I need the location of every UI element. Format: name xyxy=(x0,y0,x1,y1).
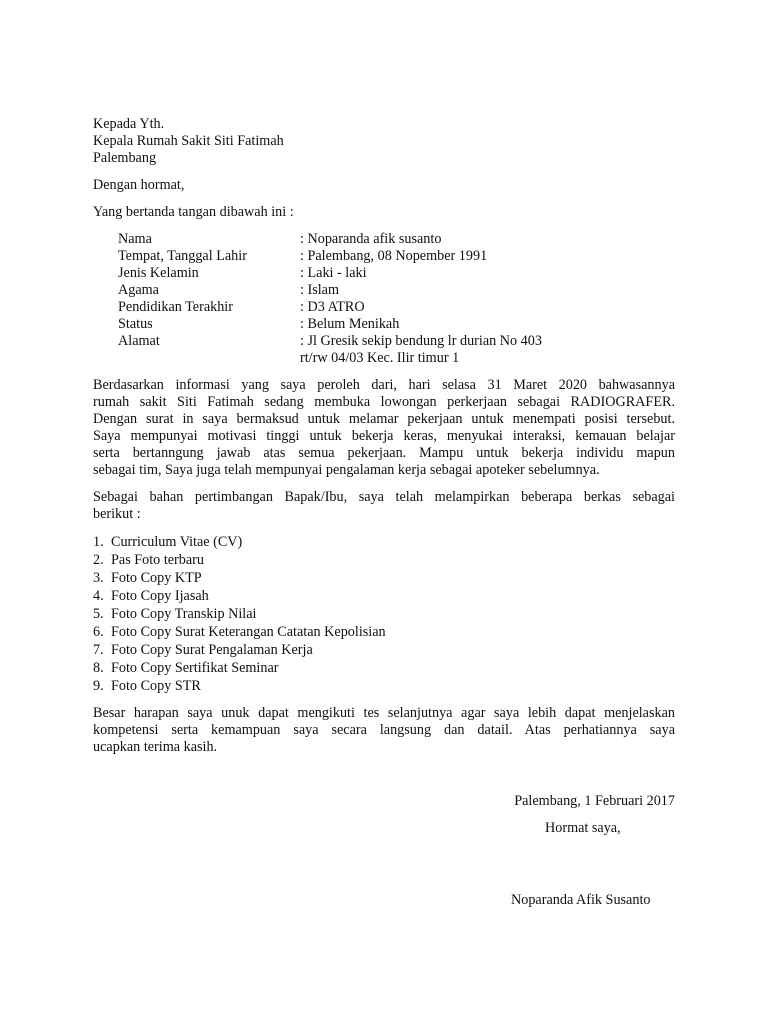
biodata-row xyxy=(118,299,675,316)
biodata-row xyxy=(118,333,675,350)
biodata-label: Pendidikan Terakhir xyxy=(118,299,233,315)
paragraph-line: ucapkan terima kasih. xyxy=(93,739,218,755)
recipient-block xyxy=(93,116,675,167)
biodata-label: Jenis Kelamin xyxy=(118,265,199,281)
attachment-item xyxy=(93,605,675,623)
recipient-line: Kepala Rumah Sakit Siti Fatimah xyxy=(93,133,284,149)
biodata-row xyxy=(118,282,675,299)
biodata-value: : Laki - laki xyxy=(300,265,367,281)
address-continuation: rt/rw 04/03 Kec. Ilir timur 1 xyxy=(300,350,460,366)
biodata-row xyxy=(118,231,675,248)
attachment-item xyxy=(93,659,675,677)
biodata-row xyxy=(118,316,675,333)
biodata-value: : Belum Menikah xyxy=(300,316,400,332)
list-number: 6. xyxy=(93,624,104,640)
paragraph-line: sebagai tim, Saya juga telah mempunyai pengalaman kerja sebagai apoteker sebelumnya. xyxy=(93,462,600,478)
list-number: 5. xyxy=(93,606,104,622)
attachment-item xyxy=(93,587,675,605)
intro-text: Yang bertanda tangan dibawah ini : xyxy=(93,204,294,220)
recipient-line: Kepada Yth. xyxy=(93,116,165,132)
paragraph-line: Saya mempunyai motivasi tinggi untuk bekerja keras, menyukai interaksi, kemauan belajar xyxy=(93,428,675,444)
biodata-label: Alamat xyxy=(118,333,160,349)
attachment-label: Foto Copy Sertifikat Seminar xyxy=(111,660,279,676)
attachment-item xyxy=(93,551,675,569)
attachment-label: Foto Copy Surat Keterangan Catatan Kepolisian xyxy=(111,624,386,640)
paragraph-line: Berdasarkan informasi yang saya peroleh dari, hari selasa 31 Maret 2020 bahwasannya xyxy=(93,377,675,393)
list-number: 2. xyxy=(93,552,104,568)
attachment-label: Foto Copy STR xyxy=(111,678,201,694)
biodata-value: : Noparanda afik susanto xyxy=(300,231,442,247)
paragraph-line: berikut : xyxy=(93,506,141,522)
attachment-item xyxy=(93,641,675,659)
paragraph-line: Dengan surat in saya bermaksud untuk melamar pekerjaan untuk menempati posisi tersebut. xyxy=(93,411,675,427)
attachment-label: Foto Copy Ijasah xyxy=(111,588,209,604)
recipient-line: Palembang xyxy=(93,150,157,166)
attachment-label: Pas Foto terbaru xyxy=(111,552,204,568)
attachment-list xyxy=(93,533,675,695)
attachment-label: Curriculum Vitae (CV) xyxy=(111,534,243,550)
attachment-label: Foto Copy Transkip Nilai xyxy=(111,606,257,622)
closing-salutation: Hormat saya, xyxy=(545,820,621,836)
biodata-label: Nama xyxy=(118,231,152,247)
biodata-value: : Islam xyxy=(300,282,340,298)
list-number: 7. xyxy=(93,642,104,658)
paragraph-line: kompetensi serta kemampuan saya secara langsung dan datail. Atas perhatiannya saya xyxy=(93,722,675,738)
list-number: 9. xyxy=(93,678,104,694)
list-number: 1. xyxy=(93,534,104,550)
biodata-value: : D3 ATRO xyxy=(300,299,365,315)
attachment-label: Foto Copy Surat Pengalaman Kerja xyxy=(111,642,313,658)
biodata-row xyxy=(118,248,675,265)
biodata-label: Tempat, Tanggal Lahir xyxy=(118,248,247,264)
attachment-intro-paragraph xyxy=(93,489,675,523)
list-number: 4. xyxy=(93,588,104,604)
attachment-item xyxy=(93,677,675,695)
biodata-label: Agama xyxy=(118,282,159,298)
paragraph-line: Besar harapan saya unuk dapat mengikuti tes selanjutnya agar saya lebih dapat menjelaskan xyxy=(93,705,675,721)
closing-paragraph xyxy=(93,705,675,756)
signatory-name: Noparanda Afik Susanto xyxy=(511,892,651,908)
paragraph-line: rumah sakit Siti Fatimah sedang membuka lowongan perkerjaan sebagai RADIOGRAFER. xyxy=(93,394,675,410)
list-number: 3. xyxy=(93,570,104,586)
paragraph-line: serta bertanngung jawab atas semua pekerjaan. Mampu untuk bekerja individu mapun xyxy=(93,445,675,461)
place-date: Palembang, 1 Februari 2017 xyxy=(514,793,675,809)
attachment-item xyxy=(93,569,675,587)
attachment-item xyxy=(93,623,675,641)
motivation-paragraph xyxy=(93,377,675,479)
attachment-label: Foto Copy KTP xyxy=(111,570,202,586)
biodata-value: : Palembang, 08 Nopember 1991 xyxy=(300,248,488,264)
list-number: 8. xyxy=(93,660,104,676)
biodata-table xyxy=(118,231,675,367)
letter-body xyxy=(93,116,675,908)
biodata-label: Status xyxy=(118,316,153,332)
greeting: Dengan hormat, xyxy=(93,177,185,193)
biodata-value: : Jl Gresik sekip bendung lr durian No 403 xyxy=(300,333,542,349)
biodata-row xyxy=(118,265,675,282)
paragraph-line: Sebagai bahan pertimbangan Bapak/Ibu, saya telah melampirkan beberapa berkas sebagai xyxy=(93,489,675,505)
attachment-item xyxy=(93,533,675,551)
